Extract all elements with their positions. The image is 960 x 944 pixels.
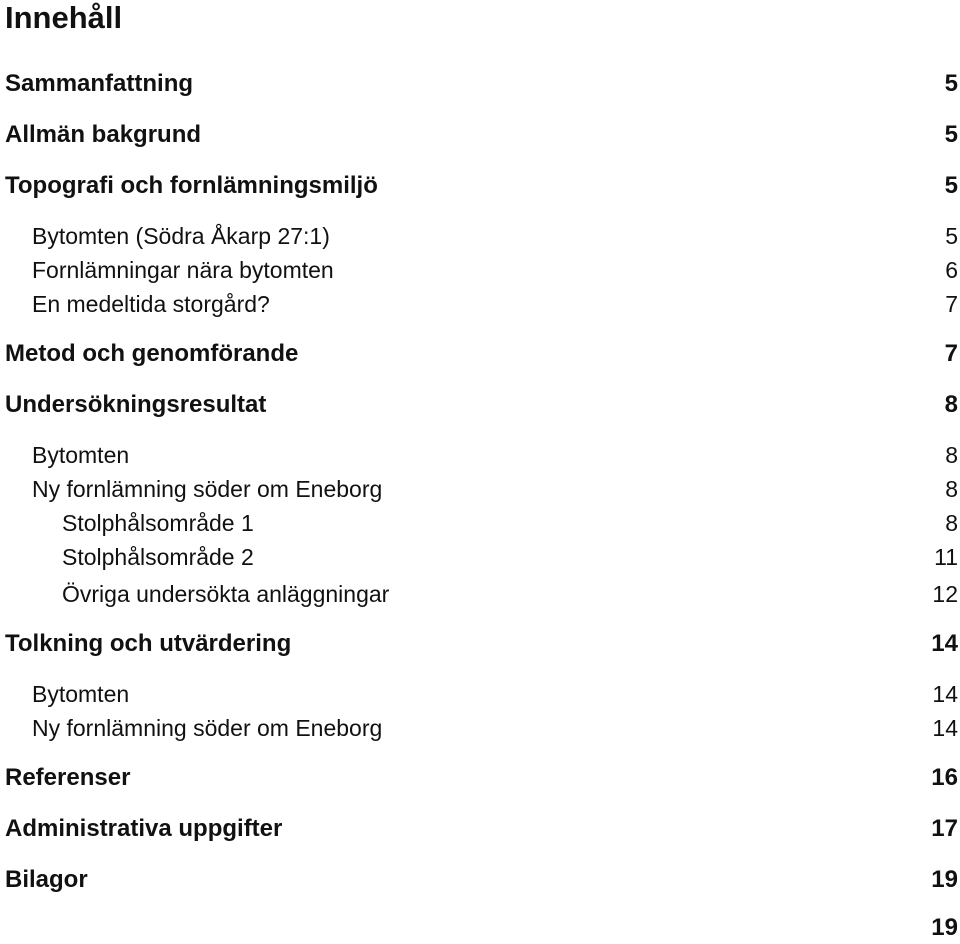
toc-entry-label: Bilagor bbox=[5, 866, 88, 893]
toc-entry-bytomten[interactable] bbox=[0, 439, 960, 471]
toc-entry-label: Allmän bakgrund bbox=[5, 121, 202, 148]
toc-entry-label: Ny fornlämning söder om Eneborg bbox=[32, 714, 383, 741]
toc-entry-label: Referenser bbox=[5, 764, 131, 791]
toc-entry-page: 6 bbox=[945, 256, 958, 283]
page-title: Innehåll bbox=[5, 0, 123, 35]
toc-entry-bytomten-2[interactable] bbox=[0, 678, 960, 710]
toc-entry-page: 14 bbox=[931, 630, 958, 657]
toc-entry-ny-fornlamning[interactable] bbox=[0, 473, 960, 505]
toc-entry-label: Ny fornlämning söder om Eneborg bbox=[32, 475, 383, 502]
toc-entry-ny-fornlamning-2[interactable] bbox=[0, 712, 960, 744]
toc-entry-label: Stolphålsområde 2 bbox=[62, 543, 254, 570]
toc-entry-page: 11 bbox=[934, 543, 958, 570]
toc-entry-page: 8 bbox=[945, 475, 958, 502]
toc-entry-fornlamningar-nara[interactable] bbox=[0, 254, 960, 286]
toc-entry-bytomten-sodra-akarp[interactable] bbox=[0, 220, 960, 252]
toc-entry-administrativa[interactable] bbox=[0, 813, 960, 845]
toc-entry-page: 14 bbox=[932, 714, 958, 741]
toc-entry-sammanfattning[interactable] bbox=[0, 68, 960, 100]
toc-entry-medeltida-storgard[interactable] bbox=[0, 288, 960, 320]
toc-entry-tolkning[interactable] bbox=[0, 628, 960, 660]
toc-entry-page: 8 bbox=[945, 509, 958, 536]
toc-entry-page: 17 bbox=[931, 815, 958, 842]
toc-entry-topografi[interactable] bbox=[0, 170, 960, 202]
toc-entry-label: Topografi och fornlämningsmiljö bbox=[5, 172, 378, 199]
toc-entry-label: Bytomten (Södra Åkarp 27:1) bbox=[32, 222, 330, 249]
toc-entry-metod[interactable] bbox=[0, 338, 960, 370]
toc-entry-label: Stolphålsområde 1 bbox=[62, 509, 254, 536]
toc-entry-label: Bytomten bbox=[32, 441, 130, 468]
toc-entry-page: 16 bbox=[931, 764, 958, 791]
toc-entry-label: Sammanfattning bbox=[5, 70, 194, 97]
toc-entry-label: Bytomten bbox=[32, 680, 130, 707]
toc-entry-undersokningsresultat[interactable] bbox=[0, 389, 960, 421]
toc-entry-page: 12 bbox=[932, 580, 958, 607]
toc-entry-label: Metod och genomförande bbox=[5, 340, 299, 367]
toc-entry-page: 5 bbox=[944, 70, 958, 97]
toc-entry-allman-bakgrund[interactable] bbox=[0, 119, 960, 151]
toc-entry-label: Tolkning och utvärdering bbox=[5, 630, 292, 657]
toc-entry-page: 8 bbox=[945, 441, 958, 468]
toc-entry-page: 7 bbox=[944, 340, 958, 367]
toc-entry-page: 8 bbox=[944, 391, 958, 418]
toc-entry-page: 5 bbox=[944, 121, 958, 148]
toc-entry-label: Administrativa uppgifter bbox=[5, 815, 283, 842]
toc-entry-stolphalsomrade-2[interactable] bbox=[0, 541, 960, 573]
toc-entry-label: Fornlämningar nära bytomten bbox=[32, 256, 334, 283]
toc-entry-stolphalsomrade-1[interactable] bbox=[0, 507, 960, 539]
toc-entry-page: 7 bbox=[945, 290, 958, 317]
toc-entry-page: 19 bbox=[931, 866, 958, 893]
toc-entry-page: 5 bbox=[945, 222, 958, 249]
toc-entry-referenser[interactable] bbox=[0, 762, 960, 794]
toc-entry-bilagor[interactable] bbox=[0, 864, 960, 896]
toc-entry-ovriga-anlaggningar[interactable] bbox=[0, 578, 960, 610]
page-number: 19 bbox=[931, 914, 958, 941]
toc-entry-label: Övriga undersökta anläggningar bbox=[62, 580, 390, 607]
toc-entry-label: Undersökningsresultat bbox=[5, 391, 267, 418]
toc-entry-page: 5 bbox=[944, 172, 958, 199]
toc-entry-label: En medeltida storgård? bbox=[32, 290, 270, 317]
toc-entry-page: 14 bbox=[932, 680, 958, 707]
